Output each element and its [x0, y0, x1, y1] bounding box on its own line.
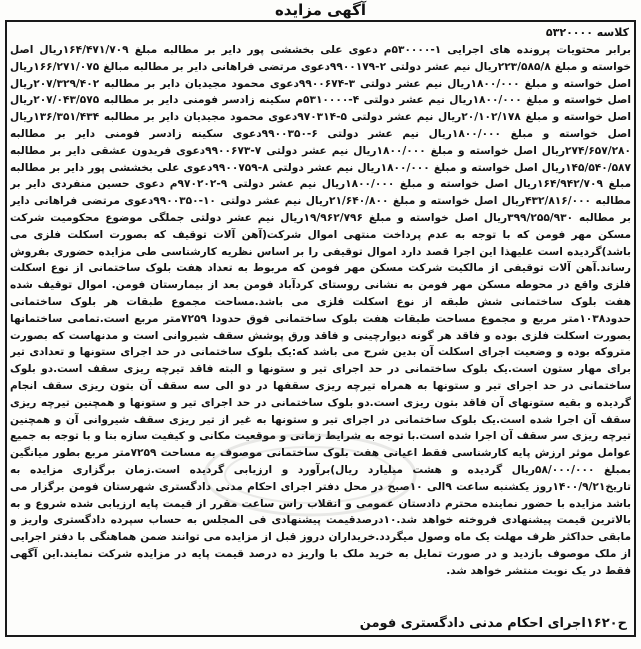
reference-number: کلاسه ۵۳۲۰۰۰۰ — [545, 26, 629, 39]
notice-title: آگهی مزایده — [274, 1, 367, 19]
notice-body: برابر محتویات پرونده های اجرایی ۱-۵۳۰۰۰۰م دعوی علی بخششی پور دایر بر مطالبه مبلغ ۱۶۴/۴۷۱/۷۰۹ریال اصل خواسته و مبلغ ۲۲۳/۵۸۵/۸ریال نیم عشر دولتی ۲-۹۹۰۰۱۷۹دعوی مرتضی فراهانی دایر بر مطالبه مبالغ ۱۶۶/۲۷۱/۰۷۵ریال اصل خواسته و مبلغ ۱۸۰۰/۰۰۰ریال نیم عشر دولتی ۳-۹۹۰۰۶۷۴دعوی محمود مجیدیان دایر بر مطالبه ۲۰۷/۳۲۹/۴۰۲ریال اصل خواسته و مبلغ ۱۸۰۰/۰۰۰ریال نیم عشر دولتی ۴-۵۳۱۰۰۰۰م سکینه زادسر فومنی دایر بر مطالبه ۲۰۷/۰۴۳/۵۷۵ریال اصل خواسته و مبلغ ۲۰/۱۰۲/۱۷۸ریال نیم عشر دولتی ۵-۹۷۰۳۱۴دعوی محمود مجیدیان دایر بر مطالبه ۱۳۶/۳۵۱/۴۳۴ریال اصل خواسته و مبلغ ۱۸۰۰/۰۰۰ریال نیم عشر دولتی ۶-۹۹۰۰۳۵۰دعوی سکینه زادسر فومنی دایر بر مطالبه ۲۷۴/۶۵۷/۲۸۰ریال اصل خواسته و مبلغ ۱۸۰۰/۰۰۰ریال نیم عشر دولتی ۷-۹۹۰۰۶۷۳دعوی فریدون عشقی دایر بر مطالبه ۱۴۵/۵۴۰/۵۸۷ریال اصل خواسته و مبلغ ۱۸۰۰/۰۰۰ریال نیم عشر دولتی ۸-۹۹۰۰۷۵۹دعوی علی بخششی پور دایر بر مطالبه مبلغ ۱۶۴/۹۴۲/۷۰۹ریال اصل خواسته و مبلغ ۱۸۰۰/۰۰۰ریال نیم عشر دولتی ۹-۹۷۰۲۰۲م دعوی حسین منفردی دایر بر مطالبه ۴۳۲/۸۱۶/۰۰۰ریال اصل خواسته و مبلغ ۲۱/۶۴۰/۸۰۰ریال نیم عشر دولتی ۱۰-۹۹۰۰۳۵۰دعوی مرتضی فراهانی دایر بر مطالبه ۳۹۹/۲۵۵/۹۳۰ریال اصل خواسته و مبلغ ۱۹/۹۶۲/۷۹۶ریال نیم عشر دولتی جملگی موضوع محکومیت شرکت مسکن مهر فومن که با توجه به عدم پرداخت منتهی اموال شرکت(آهن آلات توقیف که بصورت اسکلت فلزی می باشد)گردیده است علیهذا این اجرا قصد دارد اموال توقیفی را بر اساس نظریه کارشناسی طی مزایده حضوری بفروش رساند.آهن آلات توقیفی از مالکیت شرکت مسکن مهر فومن که مربوط به تعداد هفت بلوک ساختمانی از نوع اسکلت فلزی واقع در محوطه مسکن مهر فومن به نشانی روستای کردآباد فومن بعد از بیمارستان فومن. اموال توقیف شده هفت بلوک ساختمانی شش طبقه از نوع اسکلت فلزی می باشد.مساحت مجموع طبقات هر بلوک ساختمانی حدود۱۰۳۸متر مربع و مجموع مساحت طبقات هفت بلوک ساختمانی فوق حدودا ۷۲۵۹متر مربع است.تمامی ساختمانها بصورت اسکلت فلزی بوده و فاقد هر گونه دیوارچینی و فاقد ورق پوشش سقف شیروانی است و مدنهاست که بصورت متروکه بوده و وضعیت اجرای اسکلت آن بدین شرح می باشد که:یک بلوک ساختمانی در حد اجرای ستونها و تعدادی تیر برای مهار ستون است.یک بلوک ساختمانی در حد اجرای تیر و ستونها و البته فاقد تیرچه ریزی سقف است.دو بلوک ساختمانی در حد اجرای تیر و ستونها به همراه تیرچه ریزی سقفها در دو الی سه سقف آن بتون ریزی سقف انجام گردیده و بقیه ستونهای آن فاقد بتون ریزی است.دو بلوک ساختمانی در حد اجرای تیر و ستونها و همچنین تیرچه ریزی سقف آن اجرا شده است.یک بلوک ساختمانی در اجرای تیر و ستونها به غیر از تیر ریزی سقف شیروانی آن و همچنین تیرچه ریزی سر سقف آن اجرا شده است.با توجه به شرایط زمانی و موقعیت مکانی و کیفیت سازه بنا و با توجه به جمیع عوامل موثر ارزش پایه کارشناسی فقط اعیانی هفت بلوک ساختمانی موصوف به مساحت ۷۲۵۹متر مربع بطور میانگین بمبلغ ۵۸/۰۰۰/۰۰۰ریال گردیده و هشت میلیارد ریال)برآورد و ارزیابی گردیده است.زمان برگزاری مزایده به تاریخ۱۴۰۰/۹/۲۱روز یکشنبه ساعت ۹الی ۱۰صبح در محل دفتر اجرای احکام مدنی دادگستری شهرستان فومن برگزار می باشد مزایده با حضور نماینده محترم دادستان عمومی و انقلاب راس ساعت مقرر از قیمت پایه ارزیابی شده شروع و به بالاترین قیمت پیشنهادی فروخته خواهد شد.۱۰درصدقیمت پیشنهادی فی المجلس به حساب سپرده دادگستری واریز و مابقی حداکثر ظرف مهلت یک ماه وصول میگردد.خریداران دروز قبل از مزایده می توانند ضمن هماهنگی با دفتر اجرایی از ملک موصوف بازدید و در صورت تمایل به خرید ملک با واریز ده درصد قیمت پایه در مزایده شرکت نمایند.این آگهی فقط در یک نوبت منتشر خواهد شد. — [10, 44, 631, 577]
issuer-signature: ح۱۶۲۰اجرای احکام مدنی دادگستری فومن — [359, 616, 627, 631]
